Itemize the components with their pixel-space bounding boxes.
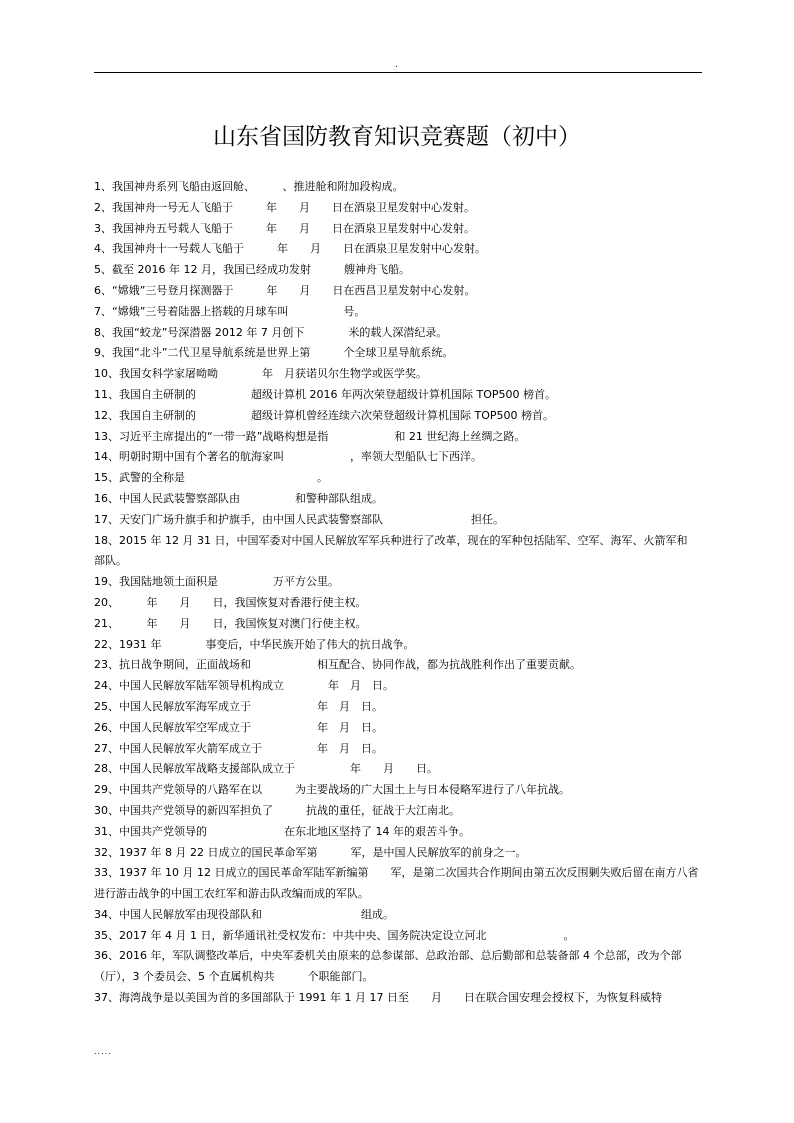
question-item: 37、海湾战争是以美国为首的多国部队于 1991 年 1 月 17 日至 月 日在联合国安理会授权下，为恢复科威特 xyxy=(94,991,662,1005)
question-item: 3、我国神舟五号载人飞船于 年 月 日在酒泉卫星发射中心发射。 xyxy=(94,221,475,235)
question-item: 9、我国“北斗”二代卫星导航系统是世界上第 个全球卫星导航系统。 xyxy=(94,346,454,360)
question-item: 34、中国人民解放军由现役部队和 组成。 xyxy=(94,907,394,921)
question-item: 4、我国神舟十一号载人飞船于 年 月 日在酒泉卫星发射中心发射。 xyxy=(94,242,486,256)
question-item: 21、 年 月 日，我国恢复对澳门行使主权。 xyxy=(94,616,367,630)
question-list xyxy=(94,177,732,1009)
question-item: 13、习近平主席提出的“一带一路”战略构想是指 和 21 世纪海上丝绸之路。 xyxy=(94,429,526,443)
question-item: 33、1937 年 10 月 12 日成立的国民革命军陆军新编第 军，是第二次国共合作期间由第五次反围剿失败后留在南方八省进行游击战争的中国工农红军和游击队改编而成的军队。 xyxy=(94,866,699,901)
question-item: 6、“嫦娥”三号登月探测器于 年 月 日在西昌卫星发射中心发射。 xyxy=(94,283,476,297)
question-item: 11、我国自主研制的 超级计算机 2016 年两次荣登超级计算机国际 TOP500 榜首。 xyxy=(94,387,556,401)
question-item: 18、2015 年 12 月 31 日，中国军委对中国人民解放军军兵种进行了改革，现在的军种包括陆军、空军、海军、火箭军和 部队。 xyxy=(94,533,732,568)
question-item: 36、2016 年，军队调整改革后，中央军委机关由原来的总参谋部、总政治部、总后勤部和总装备部 4 个总部，改为个部（厅），3 个委员会、5 个直属机构共 个职能部门。 xyxy=(94,949,682,984)
question-item: 25、中国人民解放军海军成立于 年 月 日。 xyxy=(94,699,383,713)
question-item: 2、我国神舟一号无人飞船于 年 月 日在酒泉卫星发射中心发射。 xyxy=(94,200,475,214)
question-item: 31、中国共产党领导的 在东北地区坚持了 14 年的艰苦斗争。 xyxy=(94,824,470,838)
question-item: 26、中国人民解放军空军成立于 年 月 日。 xyxy=(94,720,383,734)
question-item: 23、抗日战争期间，正面战场和 相互配合、协同作战，都为抗战胜利作出了重要贡献。 xyxy=(94,658,581,672)
question-item: 8、我国“蛟龙”号深潜器 2012 年 7 月创下 米的载人深潜纪录。 xyxy=(94,325,448,339)
question-item: 17、天安门广场升旗手和护旗手，由中国人民武装警察部队 担任。 xyxy=(94,512,504,526)
question-item: 35、2017 年 4 月 1 日，新华通讯社受权发布：中共中央、国务院决定设立河北 。 xyxy=(94,928,575,942)
question-item: 28、中国人民解放军战略支援部队成立于 年 月 日。 xyxy=(94,762,438,776)
question-item: 29、中国共产党领导的八路军在以 为主要战场的广大国土上与日本侵略军进行了八年抗战。 xyxy=(94,783,570,797)
question-item: 16、中国人民武装警察部队由 和警种部队组成。 xyxy=(94,491,383,505)
header-rule xyxy=(94,72,702,73)
question-item: 19、我国陆地领土面积是 万平方公里。 xyxy=(94,575,339,589)
question-item: 5、截至 2016 年 12 月，我国已经成功发射 艘神舟飞船。 xyxy=(94,263,410,277)
footer-dots: ..... xyxy=(94,1047,112,1056)
question-item: 7、“嫦娥”三号着陆器上搭载的月球车叫 号。 xyxy=(94,304,366,318)
question-item: 32、1937 年 8 月 22 日成立的国民革命军第 军，是中国人民解放军的前身之一。 xyxy=(94,845,527,859)
header-dot: . xyxy=(395,60,398,70)
question-item: 22、1931 年 事变后，中华民族开始了伟大的抗日战争。 xyxy=(94,637,415,651)
question-item: 1、我国神舟系列飞船由返回舱、 、推进舱和附加段构成。 xyxy=(94,180,404,193)
question-item: 27、中国人民解放军火箭军成立于 年 月 日。 xyxy=(94,741,383,755)
question-item: 10、我国女科学家屠呦呦 年 月获诺贝尔生物学或医学奖。 xyxy=(94,367,427,381)
question-item: 15、武警的全称是 。 xyxy=(94,471,328,485)
page-title: 山东省国防教育知识竞赛题（初中） xyxy=(213,124,581,150)
question-item: 20、 年 月 日，我国恢复对香港行使主权。 xyxy=(94,595,367,609)
question-item: 14、明朝时期中国有个著名的航海家叫 ，率领大型船队七下西洋。 xyxy=(94,450,482,464)
question-item: 24、中国人民解放军陆军领导机构成立 年 月 日。 xyxy=(94,679,394,693)
question-item: 30、中国共产党领导的新四军担负了 抗战的重任，征战于大江南北。 xyxy=(94,803,460,817)
question-item: 12、我国自主研制的 超级计算机曾经连续六次荣登超级计算机国际 TOP500 榜首。 xyxy=(94,408,554,422)
